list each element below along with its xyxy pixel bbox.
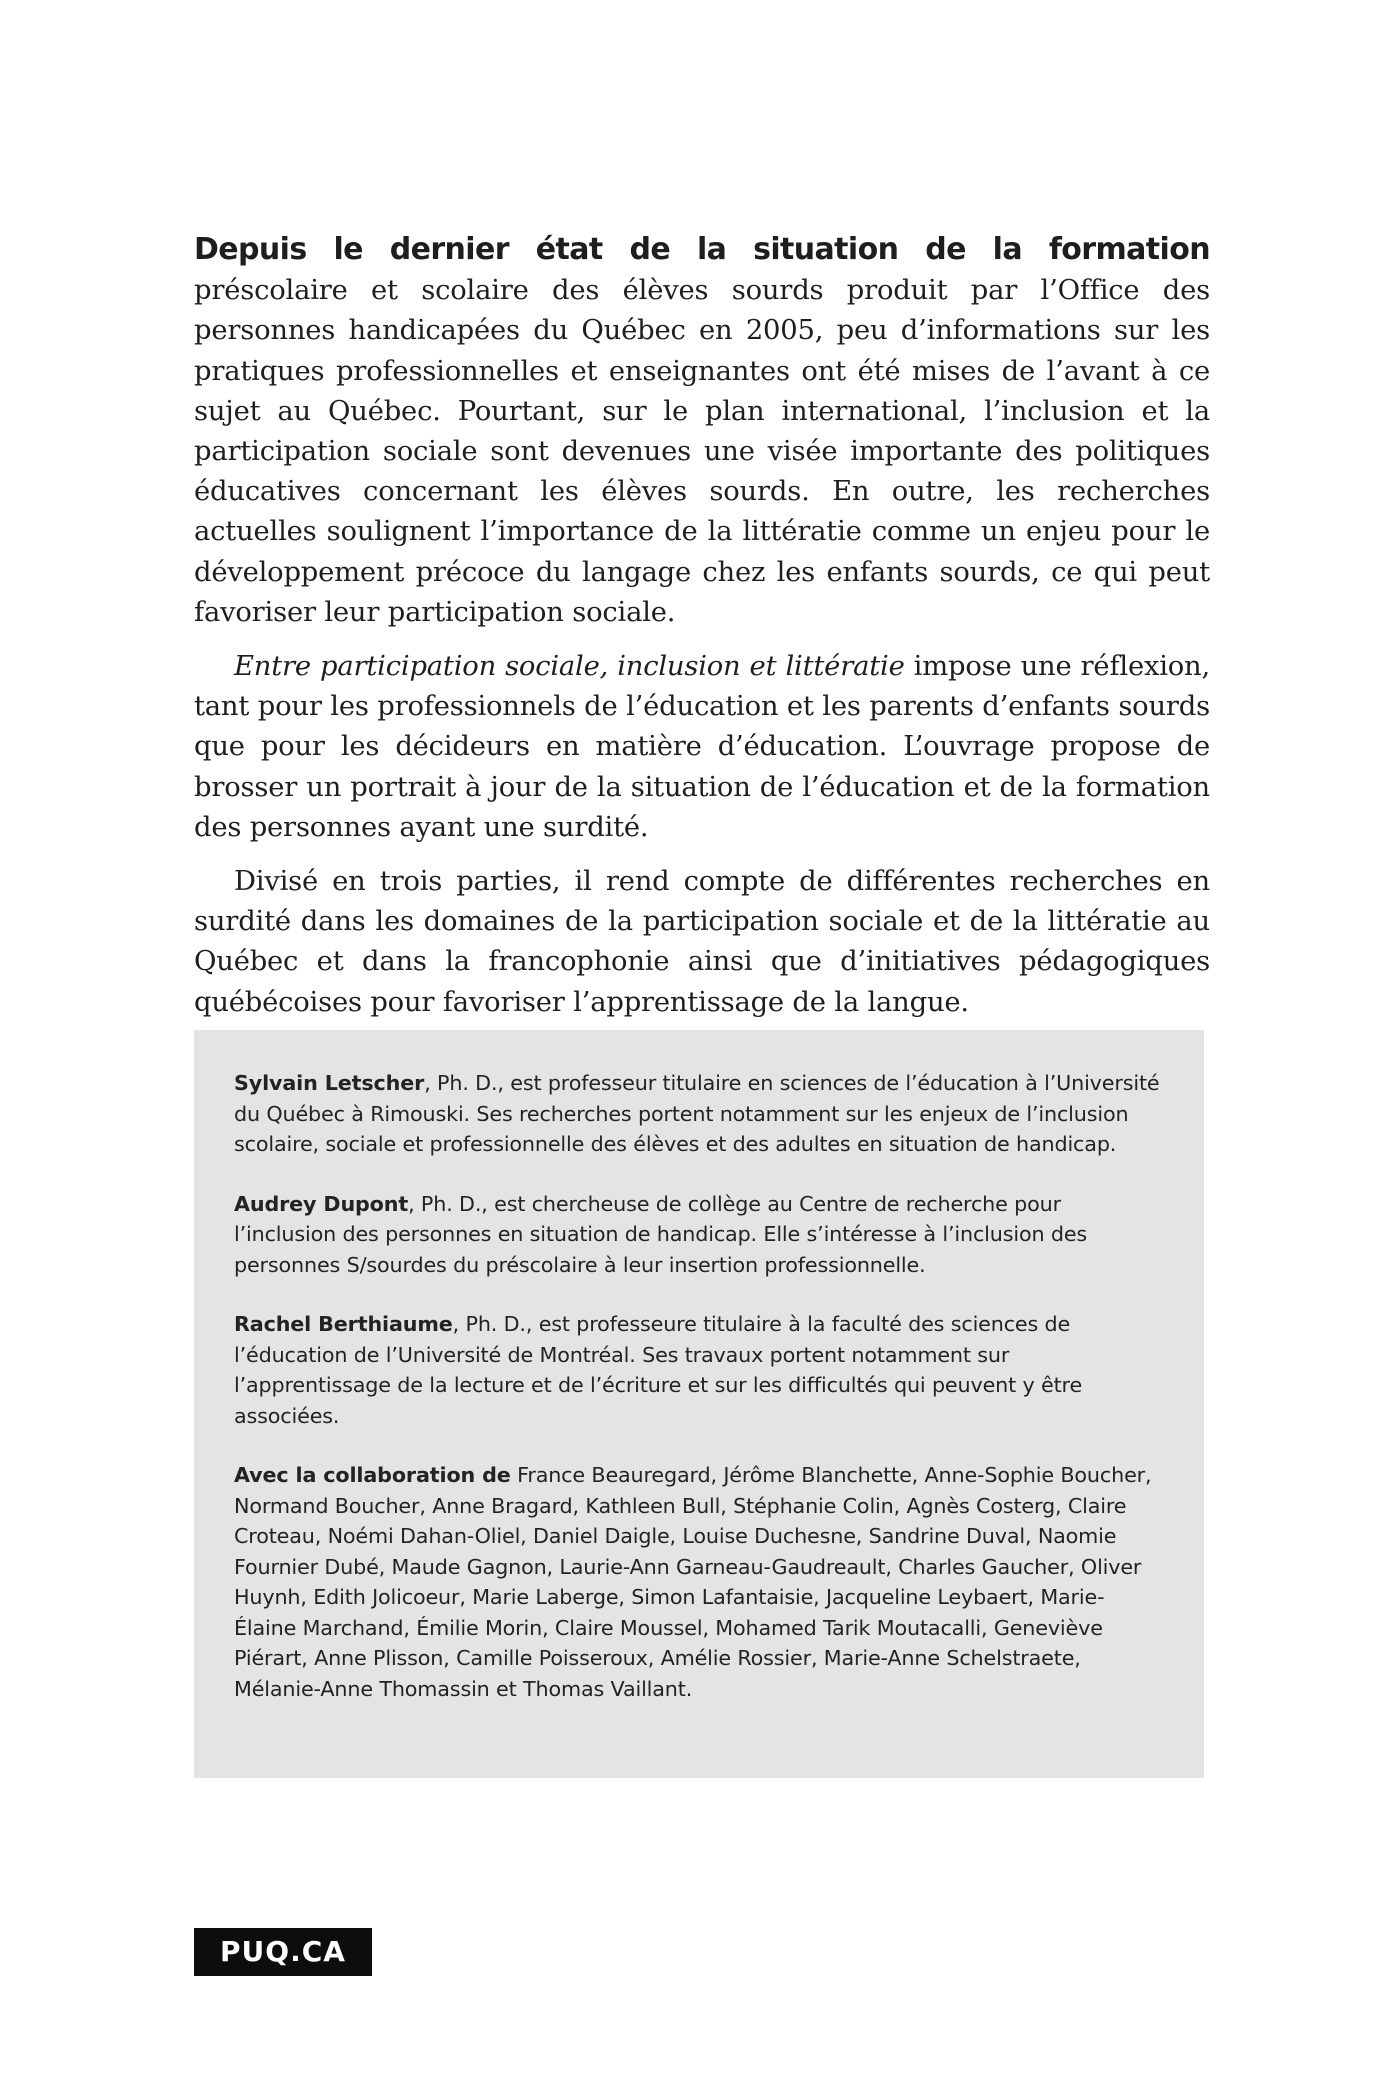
summary-paragraph-1 (194, 230, 1210, 633)
collaborator-names: France Beauregard, Jérôme Blanchette, Anne-Sophie Boucher, Normand Boucher, Anne Bragard, Kathleen Bull, Stéphanie Colin, Agnès Costerg, Claire Croteau, Noémi Dahan-Oliel, Daniel Daigle, Louise Duchesne, Sandrine Duval, Naomie Fournier Dubé, Maude Gagnon, Laurie-Ann Garneau-Gaudreault, Charles Gaucher, Oliver Huynh, Edith Jolicoeur, Marie Laberge, Simon Lafantaisie, Jacqueline Leybaert, Marie-Élaine Marchand, Émilie Morin, Claire Moussel, Mohamed Tarik Moutacalli, Geneviève Piérart, Anne Plisson, Camille Poisseroux, Amélie Rossier, Marie-Anne Schelstraete, Mélanie-Anne Thomassin et Thomas Vaillant. (234, 1463, 1152, 1701)
author-bio (234, 1309, 1164, 1431)
summary-paragraph-1-text: préscolaire et scolaire des élèves sourds produit par l’Office des personnes handicapées du Québec en 2005, peu d’informations sur les pratiques professionnelles et enseignantes ont été mises de l’avant à ce sujet au Québec. Pourtant, sur le plan international, l’inclusion et la participation sociale sont devenues une visée importante des politiques éducatives concernant les élèves sourds. En outre, les recherches actuelles soulignent l’importance de la littératie comme un enjeu pour le développement précoce du langage chez les enfants sourds, ce qui peut favoriser leur participation sociale. (194, 275, 1210, 628)
author-bio (234, 1189, 1164, 1281)
author-name: Rachel Berthiaume (234, 1312, 453, 1336)
author-bio-text: , Ph. D., est professeure titulaire à la faculté des sciences de l’éducation de l’Université de Montréal. Ses travaux portent notamment sur l’apprentissage de la lecture et de l’écriture et sur les difficultés qui peuvent y être associées. (234, 1312, 1083, 1428)
book-title-italic: Entre participation sociale, inclusion et littératie (234, 651, 905, 683)
summary-paragraph-2 (194, 647, 1210, 848)
summary-paragraph-3: Divisé en trois parties, il rend compte de différentes recherches en surdité dans les domaines de la participation sociale et de la littératie au Québec et dans la francophonie ainsi que d’initiatives pédagogiques québécoises pour favoriser l’apprentissage de la langue. (194, 866, 1210, 1018)
summary-lead: Depuis le dernier état de la situation de la formation (194, 232, 1210, 267)
book-summary (194, 230, 1210, 1037)
collaborators (234, 1460, 1164, 1704)
summary-paragraph-2-text: impose une réflexion, tant pour les professionnels de l’éducation et les parents d’enfants sourds que pour les décideurs en matière d’éducation. L’ouvrage propose de brosser un portrait à jour de la situation de l’éducation et de la formation des personnes ayant une surdité. (194, 651, 1210, 843)
author-name: Sylvain Letscher (234, 1071, 425, 1095)
authors-box (194, 1030, 1204, 1778)
author-bio-text: , Ph. D., est chercheuse de collège au Centre de recherche pour l’inclusion des personnes en situation de handicap. Elle s’intéresse à l’inclusion des personnes S/sourdes du préscolaire à leur insertion professionnelle. (234, 1191, 1088, 1277)
publisher-logo: PUQ.CA (194, 1928, 372, 1976)
author-bio-text: , Ph. D., est professeur titulaire en sciences de l’éducation à l’Université du Québec à Rimouski. Ses recherches portent notamment sur les enjeux de l’inclusion scolaire, sociale et professionnelle des élèves et des adultes en situation de handicap. (234, 1071, 1160, 1156)
collaboration-label: Avec la collaboration de (234, 1463, 511, 1487)
author-bio (234, 1068, 1164, 1160)
author-name: Audrey Dupont (234, 1191, 409, 1216)
